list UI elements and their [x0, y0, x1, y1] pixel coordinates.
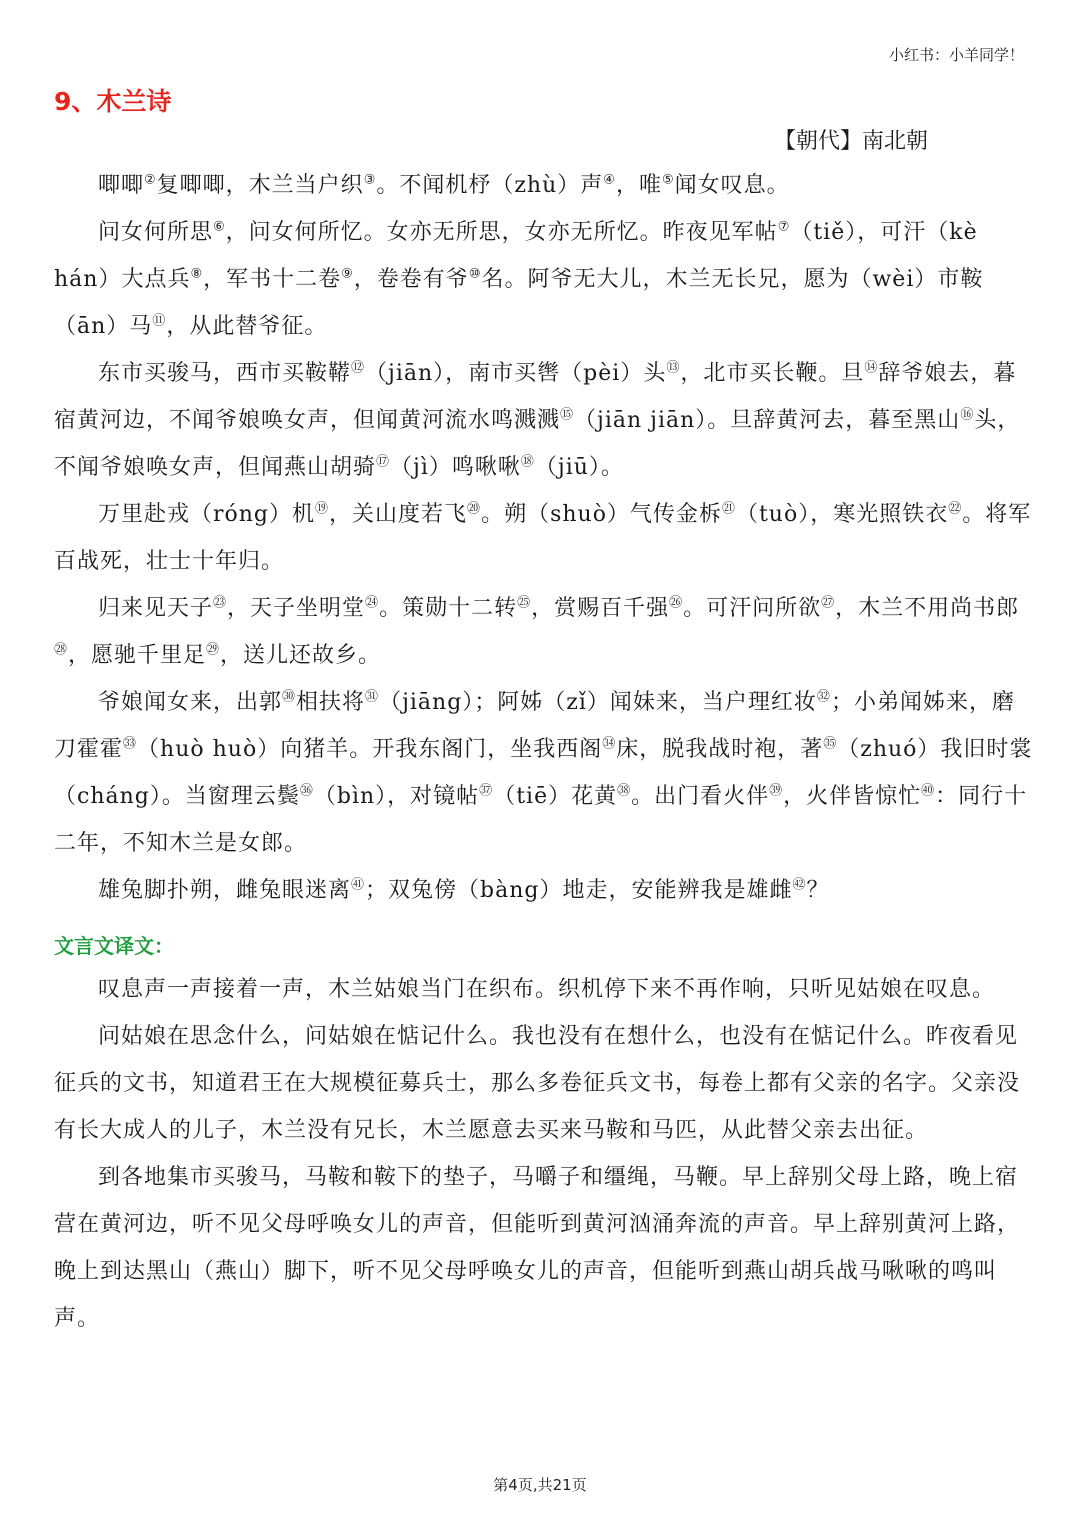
- poem-text: 闻女叹息。: [674, 173, 790, 198]
- poem-text: 问女何所思: [98, 220, 214, 245]
- poem-paragraph: [54, 679, 1034, 867]
- footnote-marker: ㉗: [821, 595, 836, 611]
- poem-text: 相扶将: [296, 690, 366, 715]
- footnote-marker: ⑧: [190, 266, 204, 282]
- footnote-marker: ⑪: [152, 313, 167, 329]
- translation-body: [54, 966, 1034, 1342]
- poem-text: 名。阿爷无大儿，木兰无长兄，愿为（wèi）市鞍（ān）马: [54, 267, 984, 339]
- translation-paragraph: 到各地集市买骏马，马鞍和鞍下的垫子，马嚼子和缰绳，马鞭。早上辞别父母上路，晚上宿营在黄河边，听不见父母呼唤女儿的声音，但能听到黄河汹涌奔流的声音。早上辞别黄河上路，晚上到达黑山（燕山）脚下，听不见父母呼唤女儿的声音，但能听到燕山胡兵战马啾啾的鸣叫声。: [54, 1165, 1021, 1331]
- footnote-marker: ⑫: [351, 360, 366, 376]
- poem-text: ？: [806, 878, 830, 903]
- footnote-marker: ㊲: [479, 783, 494, 799]
- poem-text: 。可汗问所欲: [683, 596, 822, 621]
- poem-paragraph: [54, 585, 1034, 679]
- footnote-marker: ㊱: [299, 783, 314, 799]
- poem-text: 。朔（shuò）气传金柝: [481, 502, 722, 527]
- poem-text: 头，不闻爷娘唤女声，但闻燕山胡骑: [54, 408, 1021, 480]
- page-number: 第4页,共21页: [493, 1476, 587, 1494]
- footnote-marker: ㊷: [792, 877, 807, 893]
- footnote-marker: ⑩: [468, 266, 482, 282]
- poem-text: 床，脱我战时袍，著: [616, 737, 824, 762]
- footnote-marker: ⑤: [661, 172, 675, 188]
- poem-paragraph: [54, 162, 1034, 209]
- footnote-marker: ⑦: [777, 219, 791, 235]
- poem-text: ，问女何所忆。女亦无所思，女亦无所忆。昨夜见军帖: [225, 220, 778, 245]
- poem-text: 复唧唧，木兰当户织: [156, 173, 364, 198]
- poem-text: 。出门看火伴: [631, 784, 770, 809]
- poem-text: （huò huò）向猪羊。开我东阁门，坐我西阁: [137, 737, 603, 762]
- poem-text: ，送儿还故乡。: [220, 643, 382, 668]
- poem-text: （tiē）花黄: [493, 784, 618, 809]
- footnote-marker: ㉜: [816, 689, 831, 705]
- poem-text: ，从此替爷征。: [166, 314, 328, 339]
- poem-paragraph: [54, 491, 1034, 585]
- poem-text: ，火伴皆惊忙: [783, 784, 922, 809]
- footnote-marker: ㉕: [517, 595, 532, 611]
- poem-text: 东市买骏马，西市买鞍鞯: [98, 361, 352, 386]
- translation-paragraph: 叹息声一声接着一声，木兰姑娘当门在织布。织机停下来不再作响，只听见姑娘在叹息。: [98, 977, 996, 1002]
- footnote-marker: ㉝: [123, 736, 138, 752]
- poem-text: （tuò），寒光照铁衣: [735, 502, 949, 527]
- poem-text: 。将军百战死，壮士十年归。: [54, 502, 1032, 574]
- footnote-marker: ⑰: [376, 454, 391, 470]
- footnote-marker: ⑱: [520, 454, 535, 470]
- footnote-marker: ㉓: [213, 595, 228, 611]
- footnote-marker: ㊴: [769, 783, 784, 799]
- poem-text: ，军书十二卷: [203, 267, 342, 292]
- poem-text: （jiān），南市买辔（pèi）头: [365, 361, 667, 386]
- footnote-marker: ⑥: [213, 219, 226, 235]
- footnote-marker: ㉟: [823, 736, 838, 752]
- poem-text: ，木兰不用尚书郎: [835, 596, 1020, 621]
- footnote-marker: ⑭: [864, 360, 879, 376]
- footnote-marker: ⑯: [960, 407, 975, 423]
- footnote-marker: ㊳: [617, 783, 632, 799]
- footnote-marker: ㉙: [206, 642, 221, 658]
- poem-text: 爷娘闻女来，出郭: [98, 690, 283, 715]
- footnote-marker: ㉘: [54, 642, 69, 658]
- dynasty-label: 【朝代】南北朝: [773, 129, 928, 154]
- footnote-marker: ㉒: [948, 501, 963, 517]
- poem-text: 雄兔脚扑朔，雌兔眼迷离: [98, 878, 352, 903]
- footnote-marker: ③: [363, 172, 377, 188]
- poem-text: 万里赴戎（róng）机: [98, 502, 316, 527]
- poem-text: ，愿驰千里足: [68, 643, 207, 668]
- poem-title: 9、木兰诗: [54, 87, 172, 116]
- poem-paragraph: [54, 209, 1034, 350]
- footnote-marker: ㊶: [351, 877, 366, 893]
- footnote-marker: ㉛: [365, 689, 380, 705]
- poem-paragraph: [54, 350, 1034, 491]
- poem-text: （jiān jiān）。旦辞黄河去，暮至黑山: [574, 408, 961, 433]
- poem-text: 。策勋十二转: [379, 596, 518, 621]
- poem-body: [54, 162, 1034, 914]
- footnote-marker: ⑳: [467, 501, 482, 517]
- poem-text: 。不闻机杼（zhù）声: [376, 173, 604, 198]
- footnote-marker: ⑲: [315, 501, 330, 517]
- footnote-marker: ②: [144, 172, 157, 188]
- poem-text: ，天子坐明堂: [227, 596, 366, 621]
- watermark-text: 小红书：小羊同学！: [888, 46, 1024, 64]
- poem-text: ，赏赐百千强: [531, 596, 670, 621]
- footnote-marker: ⑬: [666, 360, 681, 376]
- poem-text: （jiāng）；阿姊（zǐ）闻妹来，当户理红妆: [379, 690, 817, 715]
- footnote-marker: ⑮: [560, 407, 575, 423]
- footnote-marker: ⑨: [341, 266, 354, 282]
- poem-text: ：同行十二年，不知木兰是女郎。: [54, 784, 1028, 856]
- poem-text: ，关山度若飞: [329, 502, 468, 527]
- poem-paragraph: [54, 867, 1034, 914]
- poem-text: 辞爷娘去，暮宿黄河边，不闻爷娘唤女声，但闻黄河流水鸣溅溅: [54, 361, 1017, 433]
- translation-heading: 文言文译文：: [54, 934, 174, 958]
- poem-text: （tiě），可汗（kè hán）大点兵: [54, 220, 978, 292]
- footnote-marker: ④: [603, 172, 616, 188]
- footnote-marker: ㉔: [365, 595, 380, 611]
- footnote-marker: ㊵: [921, 783, 936, 799]
- translation-paragraph: 问姑娘在思念什么，问姑娘在惦记什么。我也没有在想什么，也没有在惦记什么。昨夜看见征兵的文书，知道君王在大规模征募兵士，那么多卷征兵文书，每卷上都有父亲的名字。父亲没有长大成人的儿子，木兰没有兄长，木兰愿意去买来马鞍和马匹，从此替父亲去出征。: [54, 1024, 1021, 1143]
- poem-text: （zhuó）我旧时裳（cháng）。当窗理云鬓: [54, 737, 1033, 809]
- poem-text: 唧唧: [98, 173, 145, 198]
- poem-text: ，唯: [615, 173, 662, 198]
- poem-text: ，北市买长鞭。旦: [680, 361, 865, 386]
- poem-text: ，卷卷有爷: [353, 267, 469, 292]
- poem-text: 归来见天子: [98, 596, 214, 621]
- poem-text: ；双兔傍（bàng）地走，安能辨我是雄雌: [365, 878, 793, 903]
- poem-text: （jì）鸣啾啾: [390, 455, 521, 480]
- footnote-marker: ㉞: [602, 736, 617, 752]
- poem-text: （jiū）。: [534, 455, 624, 480]
- footnote-marker: ㉖: [669, 595, 684, 611]
- footnote-marker: ㉑: [721, 501, 736, 517]
- poem-text: （bìn），对镜帖: [313, 784, 480, 809]
- poem-text: ；小弟闻姊来，磨刀霍霍: [54, 690, 1015, 762]
- footnote-marker: ㉚: [282, 689, 297, 705]
